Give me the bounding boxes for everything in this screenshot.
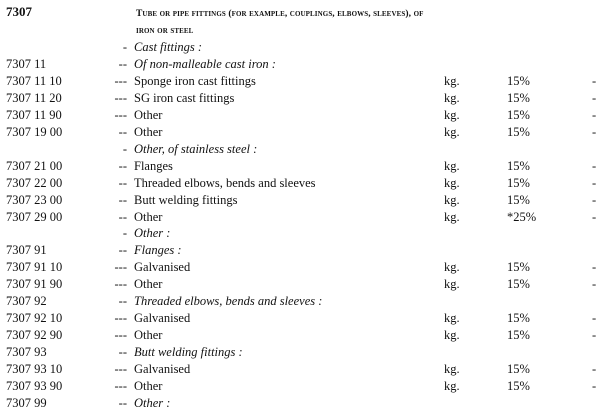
- table-row: [0, 107, 600, 123]
- item-code: 7307 92 10: [6, 311, 63, 326]
- item-unit: kg.: [444, 192, 460, 207]
- item-level-dashes: --: [118, 395, 127, 410]
- item-unit: kg.: [444, 90, 460, 105]
- item-level-dashes: ---: [114, 73, 127, 88]
- item-duty-rate: 15%: [507, 328, 530, 343]
- item-description: Other, of stainless steel :: [134, 141, 258, 156]
- item-code: 7307 91 10: [6, 260, 63, 275]
- item-code: 7307 92: [6, 294, 47, 309]
- item-unit: kg.: [444, 124, 460, 139]
- item-level-dashes: --: [118, 158, 127, 173]
- item-duty-rate: *25%: [507, 209, 537, 224]
- item-level-dashes: -: [122, 226, 127, 241]
- item-trailing-dash: -: [592, 90, 597, 105]
- item-trailing-dash: -: [592, 362, 597, 377]
- item-level-dashes: ---: [114, 328, 127, 343]
- table-row: [0, 192, 600, 208]
- item-duty-rate: 15%: [507, 362, 530, 377]
- item-code: 7307 92 90: [6, 328, 63, 343]
- item-unit: kg.: [444, 277, 460, 292]
- item-duty-rate: 15%: [507, 90, 530, 105]
- item-trailing-dash: -: [592, 311, 597, 326]
- item-level-dashes: --: [118, 124, 127, 139]
- item-description: Butt welding fittings :: [134, 345, 243, 360]
- item-description: Other: [134, 209, 163, 224]
- item-duty-rate: 15%: [507, 107, 530, 122]
- item-unit: kg.: [444, 260, 460, 275]
- item-description: Other: [134, 107, 163, 122]
- table-row: [0, 73, 600, 89]
- table-row: [0, 361, 600, 377]
- item-trailing-dash: -: [592, 158, 597, 173]
- item-code: 7307 93 90: [6, 379, 63, 393]
- table-row: [0, 395, 600, 411]
- item-trailing-dash: -: [592, 175, 597, 190]
- item-code: 7307 91 90: [6, 277, 63, 292]
- item-trailing-dash: -: [592, 107, 597, 122]
- item-trailing-dash: -: [592, 209, 597, 224]
- item-duty-rate: 15%: [507, 175, 530, 190]
- item-description: Galvanised: [134, 260, 191, 275]
- table-row: [0, 158, 600, 174]
- table-row: [0, 259, 600, 275]
- item-trailing-dash: -: [592, 379, 597, 393]
- item-duty-rate: 15%: [507, 124, 530, 139]
- item-level-dashes: ---: [114, 260, 127, 275]
- item-duty-rate: 15%: [507, 158, 530, 173]
- item-level-dashes: --: [118, 209, 127, 224]
- item-description: Sponge iron cast fittings: [134, 73, 256, 88]
- item-trailing-dash: -: [592, 73, 597, 88]
- item-code: 7307 11 10: [6, 73, 62, 88]
- item-duty-rate: 15%: [507, 379, 530, 393]
- heading-code: 7307: [6, 4, 32, 19]
- item-trailing-dash: -: [592, 124, 597, 139]
- item-unit: kg.: [444, 73, 460, 88]
- item-level-dashes: --: [118, 345, 127, 360]
- item-trailing-dash: -: [592, 260, 597, 275]
- item-description: SG iron cast fittings: [134, 90, 235, 105]
- item-duty-rate: 15%: [507, 311, 530, 326]
- item-description: Other: [134, 124, 163, 139]
- item-description: Galvanised: [134, 362, 191, 377]
- item-description: Galvanised: [134, 311, 191, 326]
- item-level-dashes: ---: [114, 362, 127, 377]
- item-description: Flanges :: [134, 243, 182, 258]
- item-code: 7307 93: [6, 345, 47, 360]
- item-code: 7307 11 90: [6, 107, 62, 122]
- item-level-dashes: --: [118, 57, 127, 71]
- item-description: Cast fittings :: [134, 40, 203, 54]
- item-unit: kg.: [444, 175, 460, 190]
- item-unit: kg.: [444, 362, 460, 377]
- item-unit: kg.: [444, 158, 460, 173]
- item-code: 7307 91: [6, 243, 47, 258]
- item-description: Threaded elbows, bends and sleeves :: [134, 294, 323, 309]
- table-row: [0, 90, 600, 106]
- item-description: Other: [134, 379, 163, 393]
- item-description: Other: [134, 328, 163, 343]
- item-code: 7307 23 00: [6, 192, 63, 207]
- item-description: Of non-malleable cast iron :: [134, 57, 276, 71]
- item-level-dashes: --: [118, 294, 127, 309]
- item-description: Other :: [134, 395, 171, 410]
- item-level-dashes: --: [118, 175, 127, 190]
- item-level-dashes: -: [122, 40, 127, 54]
- item-duty-rate: 15%: [507, 192, 530, 207]
- heading-title: Tube or pipe fittings (for example, couplings, elbows, sleeves), of iron or steel: [136, 9, 424, 36]
- item-unit: kg.: [444, 379, 460, 393]
- item-unit: kg.: [444, 328, 460, 343]
- item-description: Butt welding fittings: [134, 192, 238, 207]
- item-code: 7307 99: [6, 395, 47, 410]
- item-level-dashes: --: [118, 192, 127, 207]
- item-level-dashes: ---: [114, 277, 127, 292]
- item-description: Flanges: [134, 158, 173, 173]
- table-row: [0, 310, 600, 326]
- item-unit: kg.: [444, 209, 460, 224]
- table-row: [0, 175, 600, 191]
- item-unit: kg.: [444, 107, 460, 122]
- item-code: 7307 29 00: [6, 209, 63, 224]
- item-description: Other: [134, 277, 163, 292]
- item-code: 7307 21 00: [6, 158, 63, 173]
- item-code: 7307 11 20: [6, 90, 62, 105]
- table-row: [0, 293, 600, 309]
- item-level-dashes: ---: [114, 379, 127, 393]
- table-row: [0, 225, 600, 241]
- item-level-dashes: ---: [114, 107, 127, 122]
- item-description: Threaded elbows, bends and sleeves: [134, 175, 316, 190]
- item-level-dashes: ---: [114, 311, 127, 326]
- item-duty-rate: 15%: [507, 260, 530, 275]
- item-description: Other :: [134, 226, 171, 241]
- table-row: [0, 124, 600, 140]
- item-duty-rate: 15%: [507, 277, 530, 292]
- table-row: [0, 378, 600, 394]
- item-trailing-dash: -: [592, 328, 597, 343]
- table-row: [0, 242, 600, 258]
- table-row: [0, 39, 600, 55]
- table-row: [0, 209, 600, 225]
- item-trailing-dash: -: [592, 277, 597, 292]
- item-unit: kg.: [444, 311, 460, 326]
- table-row: [0, 327, 600, 343]
- table-row: [0, 276, 600, 292]
- item-level-dashes: --: [118, 243, 127, 258]
- table-row: [0, 344, 600, 360]
- item-code: 7307 22 00: [6, 175, 63, 190]
- item-level-dashes: -: [122, 141, 127, 156]
- item-code: 7307 11: [6, 57, 47, 71]
- item-trailing-dash: -: [592, 192, 597, 207]
- item-code: 7307 93 10: [6, 362, 63, 377]
- table-row: [0, 56, 600, 72]
- item-level-dashes: ---: [114, 90, 127, 105]
- item-duty-rate: 15%: [507, 73, 530, 88]
- item-code: 7307 19 00: [6, 124, 63, 139]
- table-row: [0, 141, 600, 157]
